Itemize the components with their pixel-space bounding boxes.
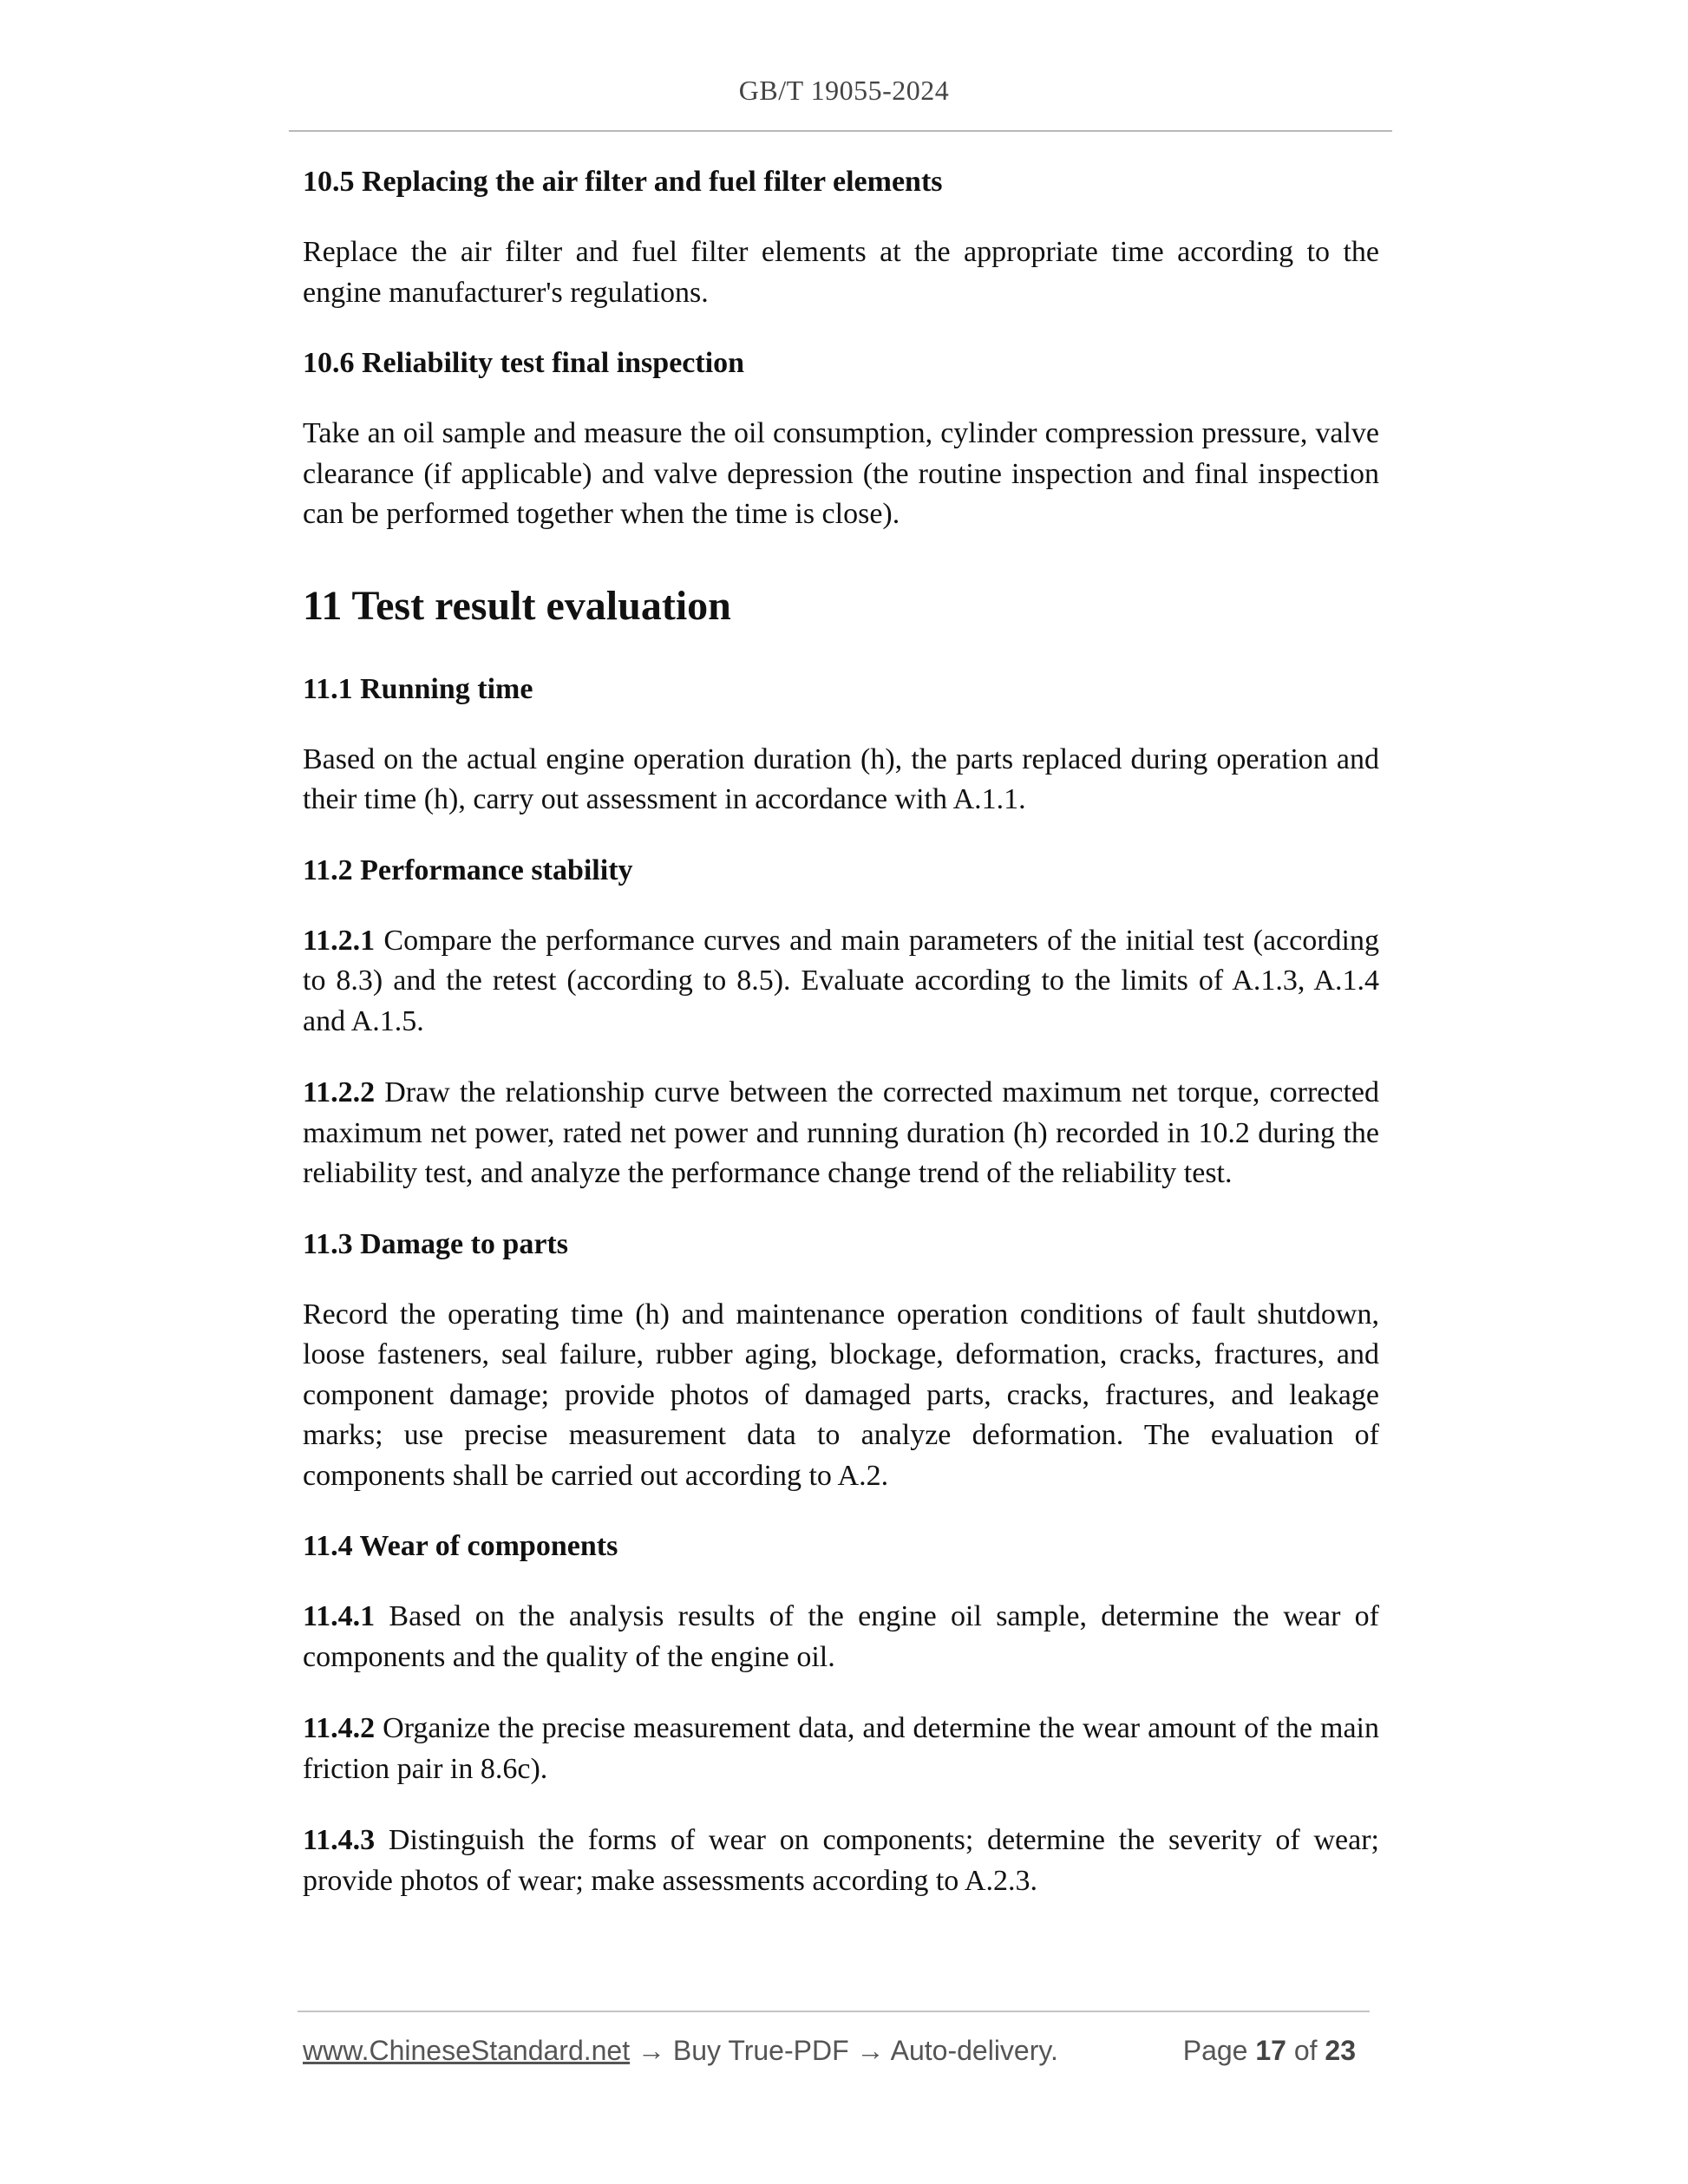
website-link[interactable]: www.ChineseStandard.net xyxy=(303,2035,631,2066)
heading-11: 11 Test result evaluation xyxy=(303,582,731,629)
heading-11-4: 11.4 Wear of components xyxy=(303,1530,618,1562)
paragraph-11-1: Based on the actual engine operation duration (h), the parts replaced during operation and their time (h), carry out assessment in accordance with A.1.1. xyxy=(303,742,1379,815)
heading-11-3: 11.3 Damage to parts xyxy=(303,1227,568,1260)
total-pages: 23 xyxy=(1325,2035,1356,2066)
header-divider xyxy=(289,130,1392,132)
clause-11-2-1 xyxy=(303,921,1379,1043)
clause-number: 11.2.2 xyxy=(303,1076,376,1108)
page-number xyxy=(1183,2031,1356,2070)
heading-10-5: 10.5 Replacing the air filter and fuel filter elements xyxy=(303,166,943,198)
page-footer xyxy=(303,2031,1370,2070)
clause-number: 11.2.1 xyxy=(303,924,376,957)
paragraph-10-6: Take an oil sample and measure the oil consumption, cylinder compression pressure, valve clearance (if applicable) and valve depression (the routine inspection and final inspection can be performed together when the time is close). xyxy=(303,417,1379,530)
clause-number: 11.4.3 xyxy=(303,1824,376,1856)
clause-11-2-2 xyxy=(303,1073,1379,1194)
clause-text: Compare the performance curves and main parameters of the initial test (according to 8.3) and the retest (according to 8.5). Evaluate according to the limits of A.1.3, A.1.4 and A.1.5. xyxy=(303,924,1379,1037)
paragraph-11-3: Record the operating time (h) and maintenance operation conditions of fault shutdown, loose fasteners, seal failure, rubber aging, blockage, deformation, cracks, fractures, and component damage; provide photos of damaged parts, cracks, fractures, and leakage marks; use precise measurement data to analyze deformation. The evaluation of components shall be carried out according to A.2. xyxy=(303,1298,1379,1492)
standard-number: GB/T 19055-2024 xyxy=(738,75,950,106)
heading-11-1: 11.1 Running time xyxy=(303,672,533,705)
heading-10-6: 10.6 Reliability test final inspection xyxy=(303,347,745,379)
page-of-label: of xyxy=(1293,2035,1318,2066)
clause-text: Draw the relationship curve between the corrected maximum net torque, corrected maximum net power, rated net power and running duration (h) recorded in 10.2 during the reliability test, and analyze the performance change trend of the reliability test. xyxy=(303,1076,1380,1189)
clause-text: Organize the precise measurement data, and determine the wear amount of the main friction pair in 8.6c). xyxy=(303,1712,1380,1785)
clause-11-4-2 xyxy=(303,1709,1379,1789)
clause-text: Distinguish the forms of wear on components; determine the severity of wear; provide photos of wear; make assessments according to A.2.3. xyxy=(303,1824,1380,1897)
document-body xyxy=(303,163,1379,1901)
clause-11-4-3 xyxy=(303,1821,1379,1901)
current-page: 17 xyxy=(1255,2035,1286,2066)
promo-text: → Buy True-PDF → Auto-delivery. xyxy=(638,2035,1058,2066)
page-label: Page xyxy=(1182,2035,1248,2066)
paragraph-10-5: Replace the air filter and fuel filter elements at the appropriate time according to the engine manufacturer's regulations. xyxy=(303,236,1379,309)
clause-number: 11.4.1 xyxy=(303,1600,376,1632)
clause-11-4-1 xyxy=(303,1597,1379,1677)
heading-11-2: 11.2 Performance stability xyxy=(303,853,633,886)
footer-divider xyxy=(298,2011,1370,2012)
clause-number: 11.4.2 xyxy=(303,1712,376,1744)
clause-text: Based on the analysis results of the engine oil sample, determine the wear of components and the quality of the engine oil. xyxy=(303,1600,1379,1673)
